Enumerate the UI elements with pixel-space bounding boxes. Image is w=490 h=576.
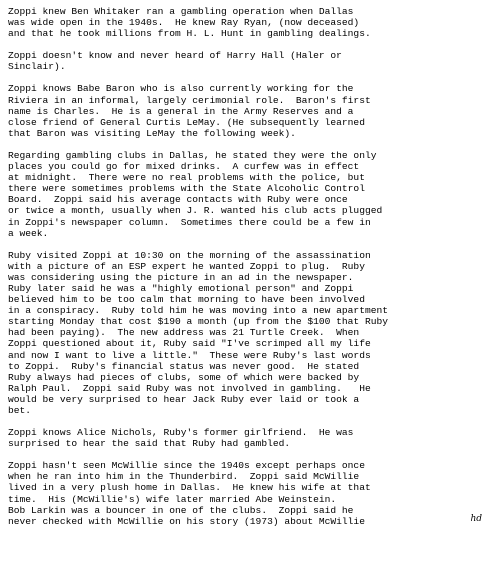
- text-line: or twice a month, usually when J. R. wanted his club acts plugged: [8, 205, 383, 217]
- text-line: Sinclair).: [8, 61, 66, 73]
- text-line: never checked with McWillie on his story (1973) about McWillie: [8, 515, 365, 527]
- text-line: Ruby later said he was a "highly emotional person" and Zoppi: [8, 282, 354, 294]
- text-line: Zoppi hasn't seen McWillie since the 1940s except perhaps once: [8, 460, 365, 472]
- text-line: would be very surprised to hear Jack Ruby ever laid or took a: [8, 393, 360, 405]
- document-paragraph: [8, 50, 484, 72]
- text-line: close friend of General Curtis LeMay. (He subsequently learned: [8, 116, 365, 128]
- text-line: Zoppi knew Ben Whitaker ran a gambling operation when Dallas: [8, 6, 354, 17]
- text-line: time. His (McWillie's) wife later married Abe Weinstein.: [8, 493, 337, 505]
- document-paragraph: [8, 460, 484, 527]
- text-line: and now I want to live a little." These were Ruby's last words: [8, 349, 371, 361]
- text-line: Riviera in an informal, largely cerimonial role. Baron's first: [8, 94, 371, 106]
- document-page: [8, 6, 484, 538]
- text-line: that Baron was visiting LeMay the following week).: [8, 127, 296, 139]
- text-line: lived in a very plush home in Dallas. He knew his wife at that: [8, 482, 371, 494]
- text-line: believed him to be too calm that morning to have been involved: [8, 294, 365, 306]
- text-line: there were sometimes problems with the State Alcoholic Control: [8, 183, 365, 195]
- text-line: Bob Larkin was a bouncer in one of the clubs. Zoppi said he: [8, 504, 354, 516]
- text-line: was considering using the picture in an ad in the newspaper.: [8, 271, 354, 283]
- text-line: Zoppi knows Alice Nichols, Ruby's former girlfriend. He was: [8, 427, 354, 439]
- text-line: a week.: [8, 227, 49, 239]
- document-paragraph: [8, 250, 484, 416]
- text-line: Ruby always had pieces of clubs, some of which were backed by: [8, 371, 360, 383]
- text-line: when he ran into him in the Thunderbird. Zoppi said McWillie: [8, 471, 360, 483]
- text-line: Zoppi knows Babe Baron who is also currently working for the: [8, 83, 354, 95]
- document-paragraph: [8, 6, 484, 39]
- text-line: had been paying). The new address was 21 Turtle Creek. When: [8, 327, 360, 339]
- text-line: starting Monday that cost $190 a month (up from the $100 that Ruby: [8, 316, 388, 328]
- text-line: Ralph Paul. Zoppi said Ruby was not involved in gambling. He: [8, 382, 371, 394]
- text-line: in a conspiracy. Ruby told him he was moving into a new apartment: [8, 305, 388, 317]
- text-line: in Zoppi's newspaper column. Sometimes there could be a few in: [8, 216, 371, 228]
- text-line: Zoppi doesn't know and never heard of Harry Hall (Haler or: [8, 50, 342, 62]
- text-line: and that he took millions from H. L. Hunt in gambling dealings.: [8, 28, 371, 40]
- text-line: to Zoppi. Ruby's financial status was never good. He stated: [8, 360, 360, 372]
- text-line: Regarding gambling clubs in Dallas, he stated they were the only: [8, 149, 377, 161]
- text-line: Zoppi questioned about it, Ruby said "I've scrimped all my life: [8, 338, 371, 350]
- text-line: name is Charles. He is a general in the Army Reserves and a: [8, 105, 354, 117]
- text-line: Board. Zoppi said his average contacts with Ruby were once: [8, 194, 348, 206]
- text-line: with a picture of an ESP expert he wanted Zoppi to plug. Ruby: [8, 260, 365, 272]
- text-line: places you could go for mixed drinks. A curfew was in effect: [8, 161, 360, 173]
- text-line: at midnight. There were no real problems with the police, but: [8, 172, 365, 184]
- text-line: was wide open in the 1940s. He knew Ray Ryan, (now deceased): [8, 17, 360, 29]
- text-line: bet.: [8, 405, 32, 416]
- document-paragraph: [8, 83, 484, 138]
- text-line: Ruby visited Zoppi at 10:30 on the morning of the assassination: [8, 249, 371, 261]
- document-paragraph: [8, 150, 484, 239]
- document-paragraph: [8, 427, 484, 449]
- handwritten-annotation: hd: [470, 513, 482, 524]
- text-line: surprised to hear the said that Ruby had gambled.: [8, 438, 291, 450]
